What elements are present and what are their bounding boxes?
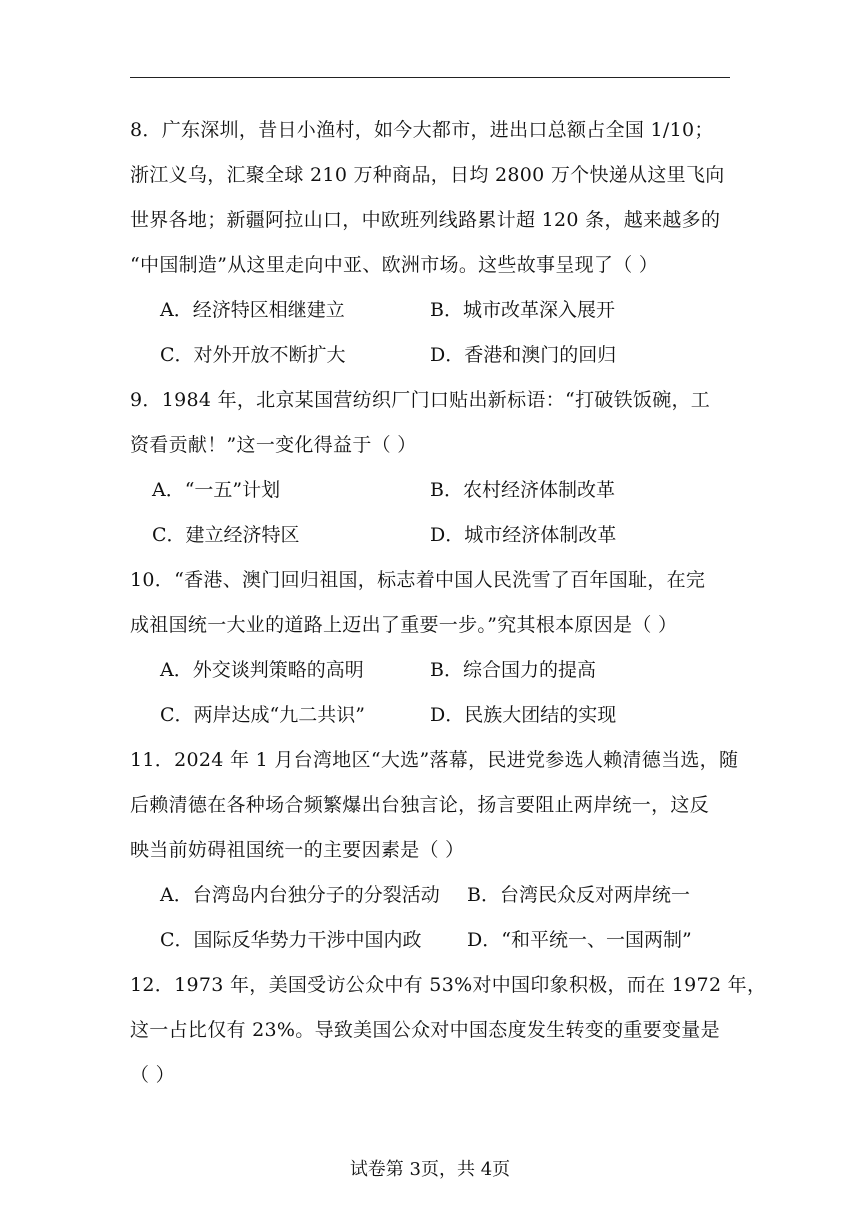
question-10-line-2: 成祖国统一大业的道路上迈出了重要一步。”究其根本原因是（ ）	[130, 614, 678, 636]
question-11-option-c[interactable]: C．国际反华势力干涉中国内政	[160, 929, 422, 951]
question-12-line-2: 这一占比仅有 23%。导致美国公众对中国态度发生转变的重要变量是	[130, 1019, 720, 1041]
question-9-option-d[interactable]: D．城市经济体制改革	[430, 524, 617, 546]
question-12-line-3: （ ）	[130, 1064, 175, 1086]
page-footer: 试卷第 3页，共 4页	[349, 1159, 511, 1180]
question-10-option-c[interactable]: C．两岸达成“九二共识”	[160, 704, 365, 726]
question-11-option-a[interactable]: A．台湾岛内台独分子的分裂活动	[160, 884, 440, 906]
question-9-line-1: 9．1984 年，北京某国营纺织厂门口贴出新标语：“打破铁饭碗，工	[130, 389, 711, 411]
question-8-option-d[interactable]: D．香港和澳门的回归	[430, 344, 617, 366]
question-8-option-a[interactable]: A．经济特区相继建立	[160, 299, 345, 321]
question-10-option-d[interactable]: D．民族大团结的实现	[430, 704, 617, 726]
question-11-line-2: 后赖清德在各种场合频繁爆出台独言论，扬言要阻止两岸统一，这反	[130, 794, 710, 816]
question-8-option-b[interactable]: B．城市改革深入展开	[430, 299, 615, 321]
question-8-line-1: 8．广东深圳，昔日小渔村，如今大都市，进出口总额占全国 1/10；	[130, 119, 714, 141]
question-10-option-a[interactable]: A．外交谈判策略的高明	[160, 659, 364, 681]
question-11-line-1: 11．2024 年 1 月台湾地区“大选”落幕，民进党参选人赖清德当选，随	[130, 749, 739, 771]
question-11-option-b[interactable]: B．台湾民众反对两岸统一	[467, 884, 690, 906]
question-9-line-2: 资看贡献！”这一变化得益于（ ）	[130, 434, 417, 456]
question-12-line-1: 12．1973 年，美国受访公众中有 53%对中国印象积极，而在 1972 年，	[130, 974, 767, 996]
question-8-line-2: 浙江义乌，汇聚全球 210 万种商品，日均 2800 万个快递从这里飞向	[130, 164, 725, 186]
question-8-line-3: 世界各地；新疆阿拉山口，中欧班列线路累计超 120 条，越来越多的	[130, 209, 721, 231]
header-rule	[130, 77, 730, 78]
question-11-option-d[interactable]: D．“和平统一、一国两制”	[467, 929, 692, 951]
question-10-option-b[interactable]: B．综合国力的提高	[430, 659, 596, 681]
question-9-option-a[interactable]: A．“一五”计划	[152, 479, 281, 501]
question-10-line-1: 10．“香港、澳门回归祖国，标志着中国人民洗雪了百年国耻，在完	[130, 569, 706, 591]
question-8-line-4: “中国制造”从这里走向中亚、欧洲市场。这些故事呈现了（ ）	[130, 254, 659, 276]
question-9-option-b[interactable]: B．农村经济体制改革	[430, 479, 615, 501]
question-11-line-3: 映当前妨碍祖国统一的主要因素是（ ）	[130, 839, 465, 861]
question-8-option-c[interactable]: C．对外开放不断扩大	[160, 344, 346, 366]
question-9-option-c[interactable]: C．建立经济特区	[152, 524, 300, 546]
